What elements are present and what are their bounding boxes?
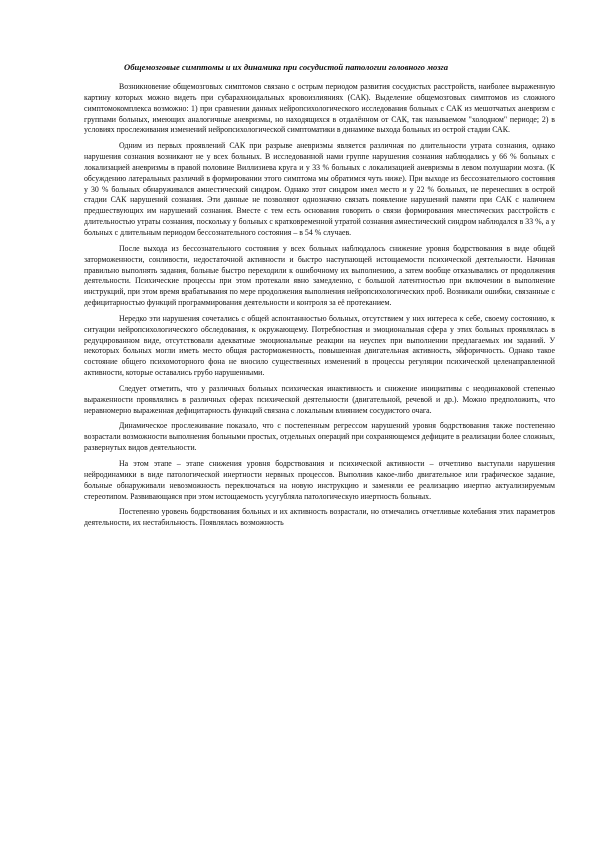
document-page (84, 58, 555, 534)
paragraph-3: После выхода из бессознательного состояния у всех больных наблюдалось снижение уровня бодрствования в виде общей заторможенности, сонливости, недостаточной активности и быстро наступающей истощаемости психической деятельности. Начиная правильно выполнять задания, больные быстро переходили к ошибочному их выполнению, а затем вообще отказывались от продолжения деятельности. Психические процессы при этом протекали явно замедленно, с большой латентностью при включении в выполнение инструкций, при этом время врабатывания по мере продолжения выполнения нейропсихологических проб. Возникали ошибки, связанные с дефицитарностью функций программирования деятельности и контроля за её протеканием. (84, 243, 555, 308)
paragraph-8: Постепенно уровень бодрствования больных и их активность возрастали, но отмечались отчетливые колебания этих параметров деятельности, их нестабильность. Появлялась возможность (84, 507, 555, 528)
document-title: Общемозговые симптомы и их динамика при сосудистой патологии головного мозга (124, 62, 449, 72)
paragraph-1: Возникновение общемозговых симптомов связано с острым периодом развития сосудистых расстройств, наиболее выраженную картину которых можно видеть при субарахноидальных кровоизлияниях (САК). Выделение общемозговых симптомов из сложного симптомокомплекса возможно: 1) при сравнении данных нейропсихологического исследования больных с САК из мешотчатых аневризм с группами больных, имеющих аналогичные аневризмы, но находящихся в отдалённом от САК, так называемом "холодном" периоде; 2) в условиях прослеживания изменений нейропсихологической симптоматики в динамике выхода больных из острой стадии САК. (84, 82, 555, 135)
paragraph-5: Следует отметить, что у различных больных психическая инактивность и снижение инициативы с неодинаковой степенью выраженности проявлялись в различных сферах психической деятельности (двигательной, речевой и др.). Можно предположить, что неравномерно выраженная дефицитарность функций связана с локальным влиянием сосудистого очага. (84, 383, 555, 415)
paragraph-7: На этом этапе – этапе снижения уровня бодрствования и психической активности – отчетливо выступали нарушения нейродинамики в виде патологической инертности нервных процессов. Выполнив какое-либо двигательное или графическое задание, больные обнаруживали невозможность переключаться на новую инструкцию и заменяли ее реализацию инертно актуализируемым стереотипом. Развивающаяся при этом истощаемость усугубляла патологическую инертность больных. (84, 459, 555, 501)
paragraph-6: Динамическое прослеживание показало, что с постепенным регрессом нарушений уровня бодрствования также постепенно возрастали возможности выполнения больными простых, отдельных операций при сохраняющемся дефиците в реализации более сложных, развернутых видов деятельности. (84, 421, 555, 453)
paragraph-2: Одним из первых проявлений САК при разрыве аневризмы является различная по длительности утрата сознания, однако нарушения сознания возникают не у всех больных. В исследованной нами группе нарушения сознания наблюдались у 66 % больных с локализацией аневризмы в правой половине Виллизиева круга и у 33 % больных с локализацией аневризмы в левом полушарии мозга. (К обсуждению латеральных различий в формировании этого симптома мы обратимся чуть ниже). При выходе из бессознательного состояния у 30 % больных обнаруживался амнестический синдром. Однако этот синдром имел место и у 22 % больных, не перенесших в острой стадии САК нарушений сознания. Эти данные не позволяют однозначно связать появление нарушений памяти при САК с наличием предшествующих им нарушений сознания. Вместе с тем есть основания говорить о связи формирования мнестических расстройств с длительностью утраты сознания, поскольку у больных с кратковременной утратой сознания амнестический синдром наблюдался в 33 %, а у больных с длительным периодом бессознательного состояния – в 54 % случаев. (84, 141, 555, 237)
paragraph-4: Нередко эти нарушения сочетались с общей аспонтанностью больных, отсутствием у них интереса к себе, своему состоянию, к ситуации нейропсихологического обследования, к окружающему. Потребностная и эмоциональная сфера у этих больных проявлялась в редуцированном виде, отсутствовали адекватные эмоциональные реакции на неуспех при выполнении предлагаемых им заданий. У некоторых больных могли иметь место общая расторможенность, повышенная двигательная активность, эйфоричность. Однако такое состояние общего психомоторного фона не вносило существенных изменений в процессы регуляции психической целенаправленной активности, которые оставались грубо нарушенными. (84, 313, 555, 378)
